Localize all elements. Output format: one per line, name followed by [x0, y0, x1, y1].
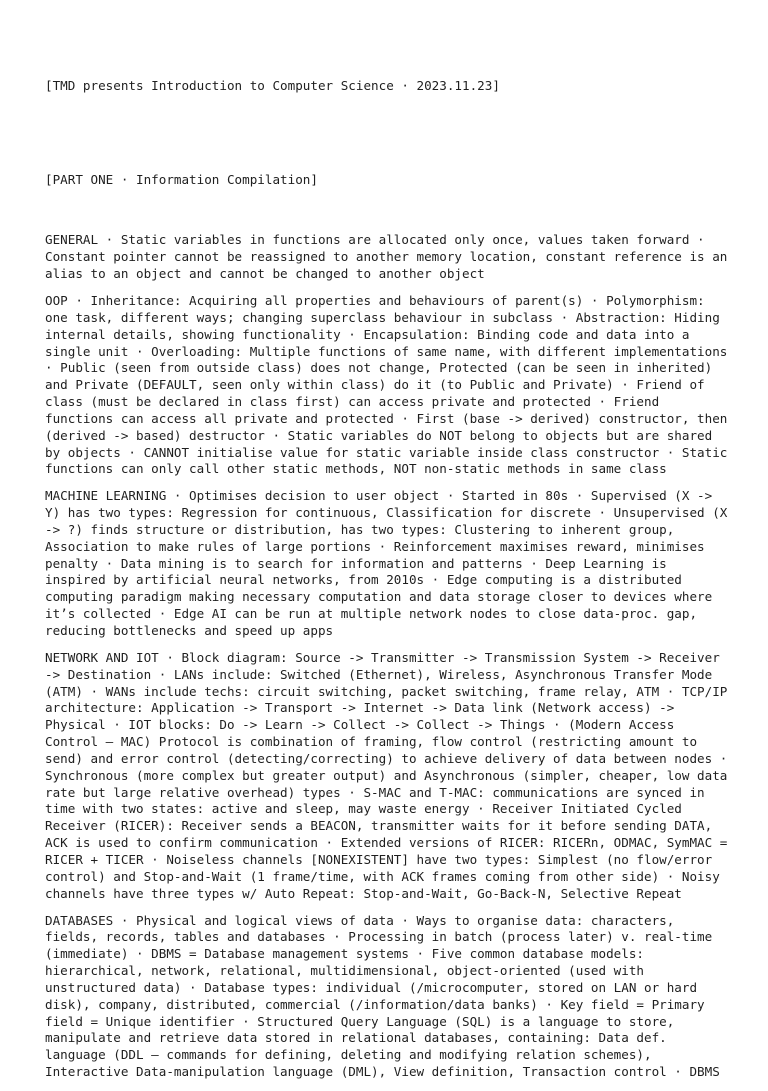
section-line: time with two states: active and sleep, may waste energy · Receiver Initiated Cycled	[45, 801, 682, 817]
section-line: field = Unique identifier · Structured Query Language (SQL) is a language to store,	[45, 1013, 675, 1029]
section-line: alias to an object and cannot be changed to another object	[45, 266, 485, 282]
part-heading	[45, 138, 735, 222]
section-line: architecture: Application -> Transport -> Internet -> Data link (Network access) ->	[45, 700, 675, 716]
section-line: Interactive Data-manipulation language (DML), View definition, Transaction control · DBMS	[45, 1064, 720, 1080]
section-line: RICER + TICER · Noiseless channels [NONEXISTENT] have two types: Simplest (no flow/error	[45, 851, 713, 867]
section-line: control) and Stop-and-Wait (1 frame/time, with ACK frames coming from other side) · Noisy	[45, 868, 720, 884]
section-line: Control – MAC) Protocol is combination of framing, flow control (restricting amount to	[45, 734, 698, 750]
section-line: reducing bottlenecks and speed up apps	[45, 623, 334, 638]
section-line: Synchronous (more complex but greater output) and Asynchronous (simpler, cheaper, low data	[45, 767, 728, 783]
section-line: hierarchical, network, relational, multidimensional, object-oriented (used with	[45, 963, 644, 979]
section-line: -> Destination · LANs include: Switched (Ethernet), Wireless, Asynchronous Transfer Mode	[45, 666, 713, 682]
section-line: language (DDL – commands for defining, deleting and modifying relation schemes),	[45, 1047, 652, 1063]
section-line: internal details, showing functionality · Encapsulation: Binding code and data into a	[45, 326, 690, 342]
section-line: (ATM) · WANs include techs: circuit switching, packet switching, frame relay, ATM · TCP/IP	[45, 683, 728, 699]
section-line: (derived -> based) destructor · Static variables do NOT belong to objects but are shared	[45, 427, 713, 443]
section-line: inspired by artificial neural networks, from 2010s · Edge computing is a distributed	[45, 572, 682, 588]
section-line: functions can only call other static methods, NOT non-static methods in same class	[45, 461, 667, 477]
section-line: class (must be declared in class first) can access private and protected · Friend	[45, 394, 660, 410]
section-machine-learning	[45, 488, 735, 640]
section-line: Y) has two types: Regression for continuous, Classification for discrete · Unsupervised (X	[45, 505, 728, 521]
section-line: GENERAL · Static variables in functions are allocated only once, values taken forward ·	[45, 232, 705, 248]
section-line: Receiver (RICER): Receiver sends a BEACON, transmitter waits for it before sending DATA,	[45, 818, 713, 834]
section-line: functions can access all private and protected · First (base -> derived) constructor, then	[45, 410, 728, 426]
section-line: penalty · Data mining is to search for information and patterns · Deep Learning is	[45, 555, 667, 571]
part-line: [PART ONE · Information Compilation]	[45, 171, 318, 187]
section-line: one task, different ways; changing superclass behaviour in subclass · Abstraction: Hiding	[45, 309, 720, 325]
section-line: (immediate) · DBMS = Database management systems · Five common database models:	[45, 946, 644, 962]
section-line: single unit · Overloading: Multiple functions of same name, with different implementations	[45, 343, 728, 359]
section-line: ACK is used to confirm communication · Extended versions of RICER: RICERn, ODMAC, SymMAC =	[45, 835, 728, 851]
section-line: -> ?) finds structure or distribution, has two types: Clustering to inherent group,	[45, 521, 675, 537]
section-network-iot	[45, 650, 735, 903]
section-line: Association to make rules of large portions · Reinforcement maximises reward, minimises	[45, 538, 705, 554]
section-line: and Private (DEFAULT, seen only within class) do it (to Public and Private) · Friend of	[45, 377, 705, 393]
section-line: DATABASES · Physical and logical views of data · Ways to organise data: characters,	[45, 912, 675, 928]
section-line: Constant pointer cannot be reassigned to another memory location, constant reference is an	[45, 249, 728, 265]
sections-container	[45, 232, 735, 1081]
section-line: rate but large relative overhead) types · S-MAC and T-MAC: communications are synced in	[45, 784, 705, 800]
section-line: manipulate and retrieve data stored in relational databases, containing: Data def.	[45, 1030, 667, 1046]
section-line: NETWORK AND IOT · Block diagram: Source -> Transmitter -> Transmission System -> Receiver	[45, 649, 720, 665]
document-page	[45, 44, 735, 1091]
section-line: Physical · IOT blocks: Do -> Learn -> Collect -> Collect -> Things · (Modern Access	[45, 717, 675, 733]
section-line: unstructured data) · Database types: individual (/microcomputer, stored on LAN or hard	[45, 979, 698, 995]
section-line: it’s collected · Edge AI can be run at multiple network nodes to close data-proc. gap,	[45, 606, 698, 622]
section-line: fields, records, tables and databases · Processing in batch (process later) v. real-time	[45, 929, 713, 945]
section-general	[45, 232, 735, 283]
section-oop	[45, 293, 735, 478]
section-line: computing paradigm making necessary computation and data storage closer to devices where	[45, 589, 713, 605]
section-line: MACHINE LEARNING · Optimises decision to user object · Started in 80s · Supervised (X ->	[45, 488, 713, 504]
document-title	[45, 44, 735, 128]
section-line: by objects · CANNOT initialise value for static variable inside class constructor · Static	[45, 444, 728, 460]
section-line: disk), company, distributed, commercial (/information/data banks) · Key field = Primary	[45, 996, 705, 1012]
section-line: channels have three types w/ Auto Repeat: Stop-and-Wait, Go-Back-N, Selective Repeat	[45, 885, 682, 901]
section-line: · Public (seen from outside class) does not change, Protected (can be seen in inherited)	[45, 360, 713, 376]
title-line: [TMD presents Introduction to Computer Science · 2023.11.23]	[45, 77, 500, 93]
section-line: OOP · Inheritance: Acquiring all properties and behaviours of parent(s) · Polymorphism:	[45, 292, 705, 308]
section-databases	[45, 913, 735, 1081]
section-line: send) and error control (detecting/correcting) to achieve delivery of data between nodes ·	[45, 750, 728, 766]
